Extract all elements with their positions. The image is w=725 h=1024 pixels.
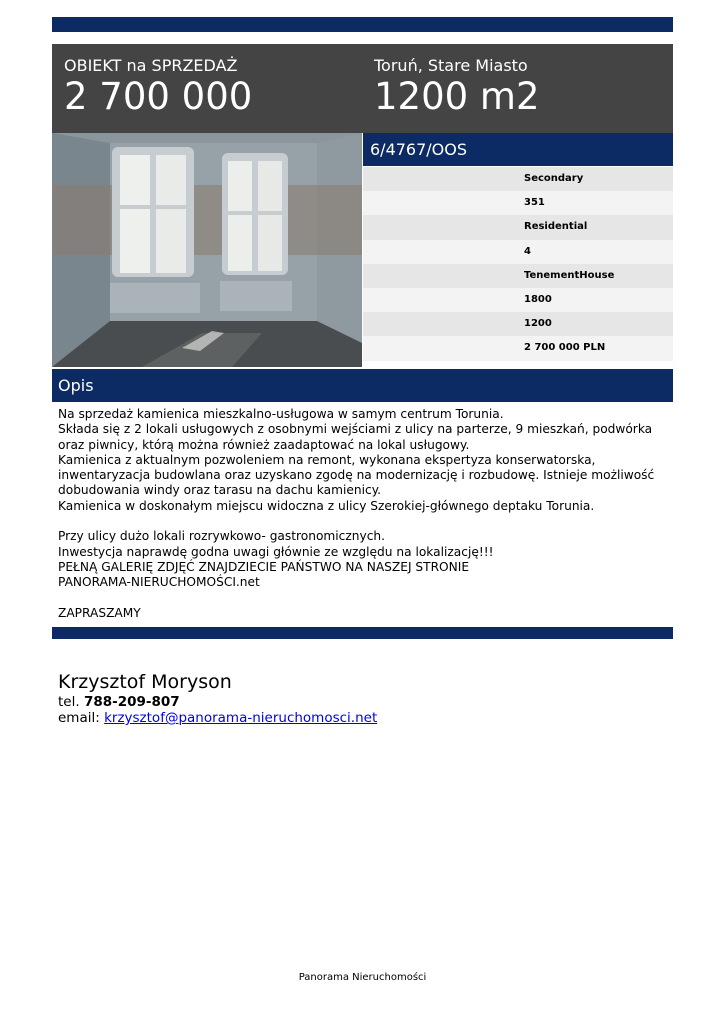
description-line: Przy ulicy dużo lokali rozrywkowo- gastronomicznych.	[58, 529, 385, 544]
reference-number: 6/4767/OOS	[363, 133, 673, 166]
detail-price: 2 700 000 PLN	[363, 336, 673, 360]
email-link[interactable]: krzysztof@panorama-nieruchomosci.net	[104, 710, 378, 726]
location: Toruń, Stare Miasto	[374, 56, 528, 75]
offer-block	[64, 56, 252, 118]
offer-label: OBIEKT na SPRZEDAŻ	[64, 56, 238, 75]
description-line: PANORAMA-NIERUCHOMOŚCI.net	[58, 575, 260, 590]
agent-contact	[58, 670, 377, 726]
description-title: Opis	[52, 369, 673, 402]
email-label: email:	[58, 710, 100, 726]
area: 1200 m2	[374, 75, 540, 118]
property-photo	[52, 133, 362, 367]
detail-area: 1200	[363, 312, 673, 336]
description-line: PEŁNĄ GALERIĘ ZDJĘĆ ZNAJDZIECIE PAŃSTWO NA NASZEJ STRONIE	[58, 559, 470, 574]
detail-building-type: TenementHouse	[363, 264, 673, 288]
agent-email-line	[58, 710, 377, 726]
listing-header	[52, 44, 673, 133]
bottom-accent-bar	[52, 627, 673, 639]
top-accent-bar	[52, 17, 673, 32]
location-block	[374, 56, 540, 118]
detail-year-built: 1800	[363, 288, 673, 312]
details-table	[363, 167, 673, 361]
paragraph-gap	[58, 591, 668, 606]
description-line: oraz piwnicy, którą można również zaadaptować na lokal usługowy.	[58, 437, 470, 452]
description-line: Składa się z 2 lokali usługowych z osobnymi wejściami z ulicy na parterze, 9 mieszkań, podwórka	[58, 422, 653, 437]
detail-property-type: Residential	[363, 215, 673, 239]
description-line: Kamienica z aktualnym pozwoleniem na remont, wykonana ekspertyza konserwatorska,	[58, 452, 596, 467]
detail-market: Secondary	[363, 167, 673, 191]
description-line: dobudowania windy oraz tarasu na dachu kamienicy.	[58, 483, 382, 498]
description-line: Inwestycja naprawdę godna uwagi głównie ze względu na lokalizację!!!	[58, 544, 494, 559]
description-line: ZAPRASZAMY	[58, 605, 141, 620]
agent-phone-line	[58, 694, 377, 710]
detail-plot-area: 351	[363, 191, 673, 215]
detail-floors: 4	[363, 240, 673, 264]
description-line: Kamienica w doskonałym miejscu widoczna z ulicy Szerokiej-głównego deptaku Torunia.	[58, 498, 595, 513]
agent-name: Krzysztof Moryson	[58, 671, 232, 693]
footer-text: Panorama Nieruchomości	[298, 972, 427, 983]
phone-label: tel.	[58, 694, 80, 710]
paragraph-gap	[58, 514, 668, 529]
description-line: Na sprzedaż kamienica mieszkalno-usługowa w samym centrum Torunia.	[58, 407, 504, 421]
price: 2 700 000	[64, 75, 253, 118]
description-line: inwentaryzacja budowlana oraz uzyskano zgodę na modernizację i rozbudowę. Istnieje możliwość	[58, 468, 655, 483]
description-text	[58, 407, 668, 621]
phone-number: 788-209-807	[83, 694, 180, 710]
